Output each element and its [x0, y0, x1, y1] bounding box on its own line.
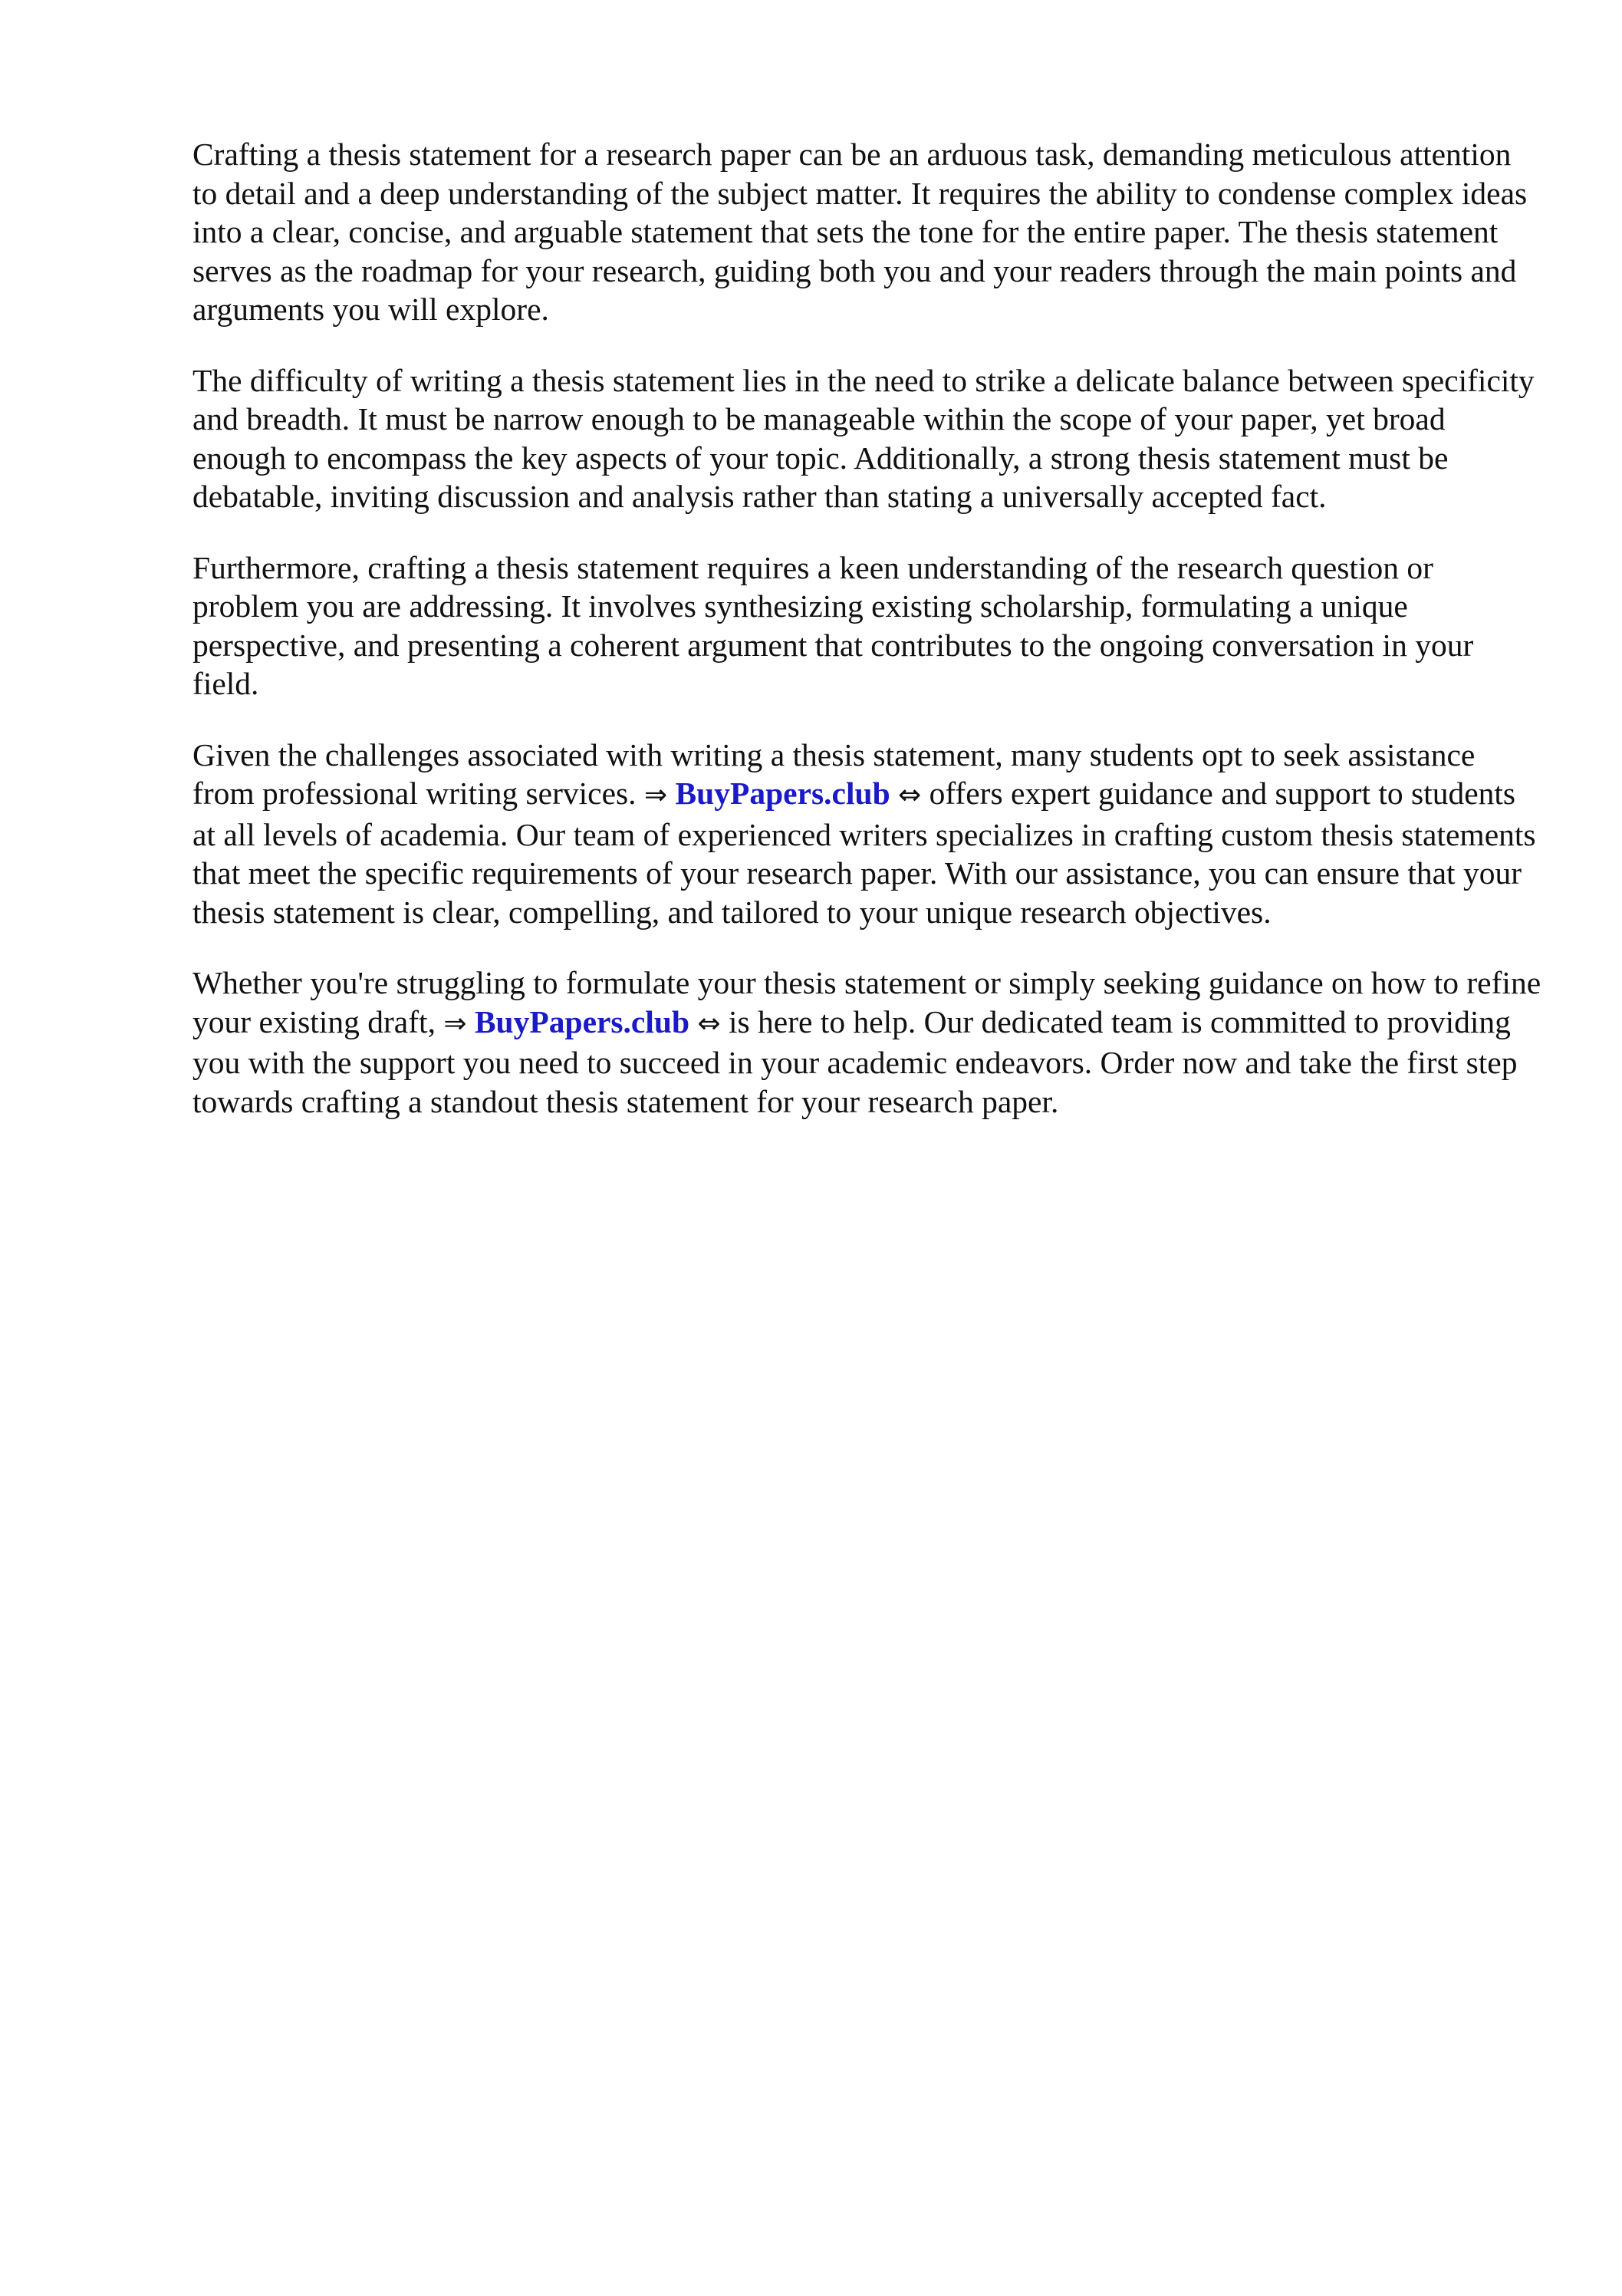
- paragraph-2: The difficulty of writing a thesis statement lies in the need to strike a delicate balance between specificity and breadth. It must be narrow enough to be manageable within the scope of your paper, yet broad enough to encompass the key aspects of your topic. Additionally, a strong thesis statement must be debatable, inviting discussion and analysis rather than stating a universally accepted fact.: [192, 362, 1535, 514]
- paragraph-3: Furthermore, crafting a thesis statement requires a keen understanding of the research question or problem you are addressing. It involves synthesizing existing scholarship, formulating a unique perspective, and presenting a coherent argument that contributes to the ongoing conversation in your field.: [192, 549, 1474, 701]
- paragraph-5-text-after: is here to help. Our dedicated team is committed to providing you with the support you need to succeed in your academic endeavors. Order now and take the first step towards crafting a standout thesis statement for your research paper.: [192, 1003, 1518, 1119]
- paragraph-4-text-after: offers expert guidance and support to students at all levels of academia. Our team of experienced writers specializes in crafting custom thesis statements that meet the specific requirements of your research paper. With our assistance, you can ensure that your thesis statement is clear, compelling, and tailored to your unique research objectives.: [192, 776, 1536, 930]
- document-body: [192, 135, 1542, 1153]
- buypapers-link[interactable]: BuyPapers.club: [675, 776, 890, 811]
- right-double-arrow-icon: ⇒: [643, 779, 668, 811]
- left-right-double-arrow-icon: ⇔: [697, 1007, 721, 1039]
- left-right-double-arrow-icon: ⇔: [898, 779, 922, 811]
- right-double-arrow-icon: ⇒: [443, 1007, 467, 1039]
- paragraph-4: [192, 736, 1542, 932]
- paragraph-4-text-before: Given the challenges associated with writing a thesis statement, many students opt to seek assistance from professional writing services.: [192, 736, 1476, 811]
- paragraph-1: Crafting a thesis statement for a research paper can be an arduous task, demanding meticulous attention to detail and a deep understanding of the subject matter. It requires the ability to condense complex ideas into a clear, concise, and arguable statement that sets the tone for the entire paper. The thesis statement serves as the roadmap for your research, guiding both you and your readers through the main points and arguments you will explore.: [192, 137, 1528, 327]
- paragraph-5-text-before: Whether you're struggling to formulate your thesis statement or simply seeking guidance on how to refine your existing draft,: [192, 965, 1541, 1039]
- buypapers-link[interactable]: BuyPapers.club: [474, 1003, 690, 1039]
- paragraph-5: [192, 964, 1542, 1121]
